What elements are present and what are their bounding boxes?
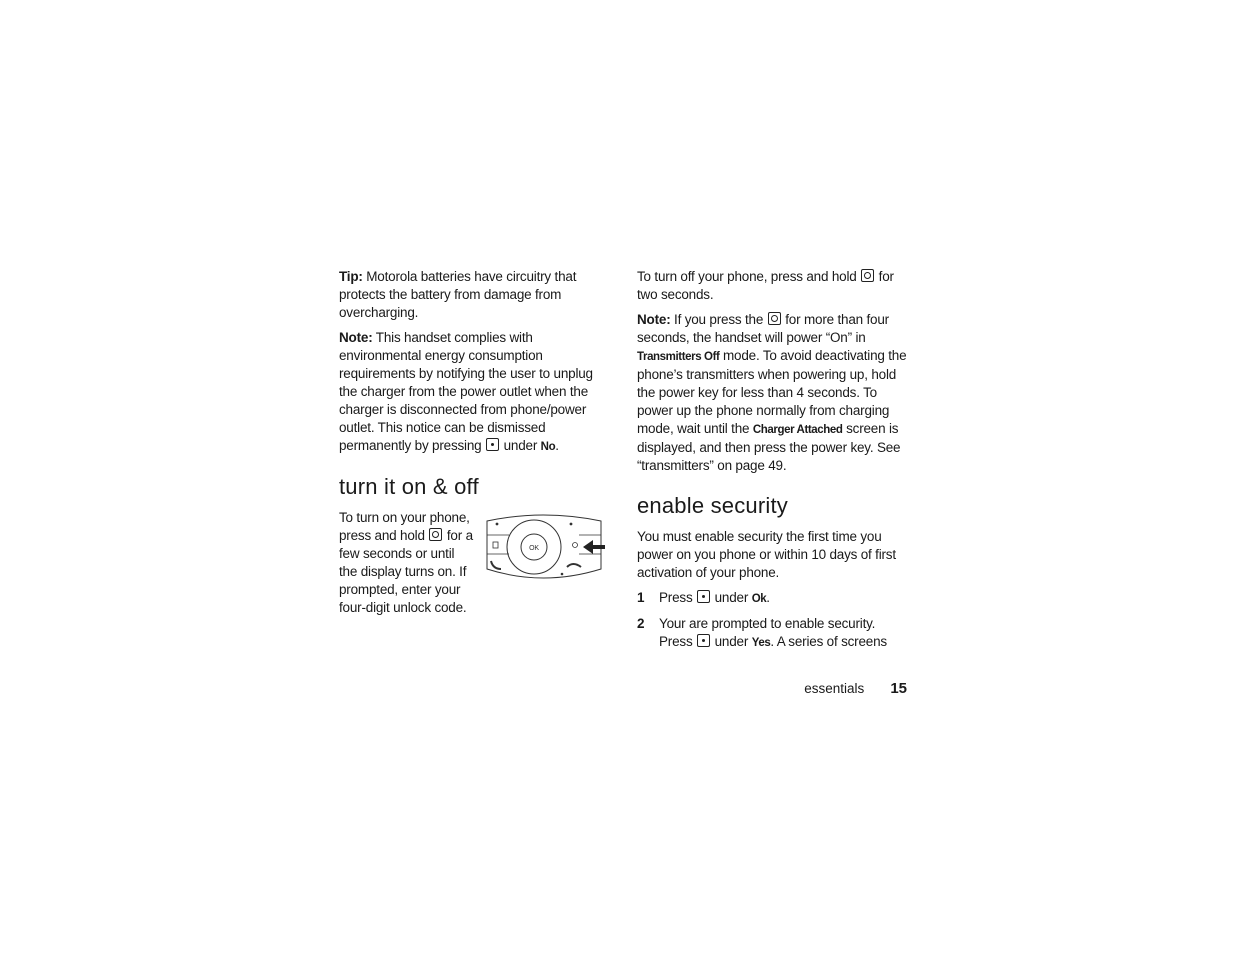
turn-on-text-pre: To turn on your phone, press and hold xyxy=(339,510,470,543)
note-end: . xyxy=(555,438,559,453)
page-number: 15 xyxy=(890,680,907,697)
note-text: This handset complies with environmental energy consumption requirements by notifying the user to unplug the charger from the power outlet when the charger is disconnected from phone/power outlet. This notice can be dismissed permanently by pressing xyxy=(339,330,593,453)
charger-attached-label: Charger Attached xyxy=(752,424,843,436)
turn-off-text-pre: To turn off your phone, press and hold xyxy=(637,269,861,284)
security-steps xyxy=(637,589,907,652)
step-text-post: . xyxy=(766,590,770,605)
security-intro: You must enable security the first time you power on you phone or within 10 days of first activation of your phone. xyxy=(637,529,896,580)
power-key-icon xyxy=(768,312,781,325)
power-note-paragraph xyxy=(637,311,907,475)
list-item xyxy=(637,615,907,652)
page-footer xyxy=(760,680,907,697)
center-select-key-icon xyxy=(697,590,710,603)
left-column xyxy=(339,268,607,624)
softkey-yes-label: Yes xyxy=(751,637,771,649)
center-select-key-icon xyxy=(697,634,710,647)
note-label: Note: xyxy=(339,330,373,345)
softkey-no-label: No xyxy=(540,441,556,453)
softkey-ok-label: Ok xyxy=(751,593,767,605)
tip-paragraph xyxy=(339,268,607,322)
step-number: 1 xyxy=(637,590,645,605)
turn-on-paragraph xyxy=(339,509,474,617)
keypad-ok-label: OK xyxy=(529,545,539,552)
section-heading-turn-on-off: turn it on & off xyxy=(339,474,479,499)
step-text-pre: Press xyxy=(659,590,697,605)
note-under: under xyxy=(500,438,541,453)
power-key-icon xyxy=(861,269,874,282)
center-select-key-icon xyxy=(486,438,499,451)
step-text-under: under xyxy=(711,590,752,605)
step-text-pre: Your are prompted to enable security. Press xyxy=(659,616,876,649)
list-item xyxy=(637,589,907,608)
note-text-mid2: mode. To avoid deactivating the phone’s transmitters when powering up, hold the power key for less than 4 seconds. To power up the phone normally from charging mode, wait until the xyxy=(637,348,907,436)
right-column xyxy=(637,268,907,659)
turn-on-text-post: for a few seconds or until the display turns on. If prompted, enter your four-digit unlock code. xyxy=(339,528,473,615)
section-heading-enable-security: enable security xyxy=(637,493,788,518)
note-paragraph xyxy=(339,329,607,456)
tip-text: Motorola batteries have circuitry that protects the battery from damage from overcharging. xyxy=(339,269,577,320)
footer-section-name: essentials xyxy=(804,681,865,696)
turn-off-paragraph xyxy=(637,268,907,304)
tip-label: Tip: xyxy=(339,269,363,284)
note-label: Note: xyxy=(637,312,671,327)
phone-keypad-illustration xyxy=(483,511,607,585)
turn-on-block xyxy=(339,509,607,617)
step-text-post: . A series of screens xyxy=(770,634,887,649)
step-number: 2 xyxy=(637,616,645,631)
note-text-mid: for more than four seconds, the handset will power “On” in xyxy=(637,312,889,345)
step-text-under: under xyxy=(711,634,752,649)
note-text-pre: If you press the xyxy=(670,312,767,327)
transmitters-off-label: Transmitters Off xyxy=(637,351,720,363)
turn-off-text-post: for two seconds. xyxy=(637,269,894,302)
note-text-end: screen is displayed, and then press the power key. See “transmitters” on page 49. xyxy=(637,421,901,473)
power-key-icon xyxy=(429,528,442,541)
